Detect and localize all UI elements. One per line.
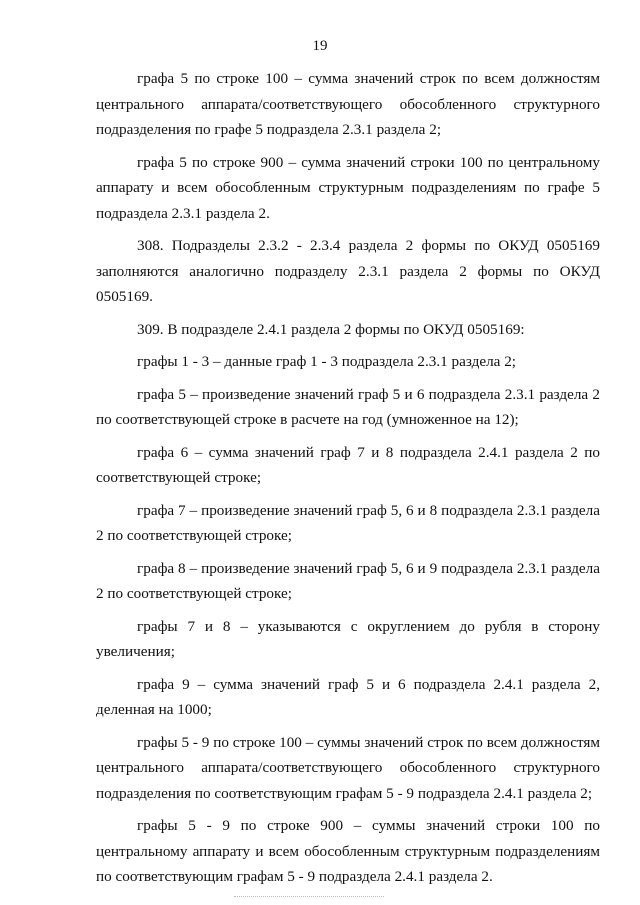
paragraph-grafa5-stroka100: графа 5 по строке 100 – сумма значений строк по всем должностям центрального аппарата/соответствующего обособленного структурного подразделения по графе 5 подраздела 2.3.1 раздела 2; [96,70,600,138]
scan-edge-mark [234,896,384,900]
paragraph-grafa7: графа 7 – произведение значений граф 5, 6 и 8 подраздела 2.3.1 раздела 2 по соответствующей строке; [96,501,600,544]
document-body [96,66,600,897]
paragraph-grafy5-9-stroka100: графы 5 - 9 по строке 100 – суммы значений строк по всем должностям центрального аппарата/соответствующего обособленного структурного подразделения по соответствующим графам 5 - 9 подраздела 2.4.1 раздела 2; [96,733,600,802]
paragraph-grafy1-3: графы 1 - 3 – данные граф 1 - 3 подраздела 2.3.1 раздела 2; [137,353,517,370]
paragraph-grafa8: графа 8 – произведение значений граф 5, 6 и 9 подраздела 2.3.1 раздела 2 по соответствующей строке; [96,559,600,602]
paragraph-grafy5-9-stroka900: графы 5 - 9 по строке 900 – суммы значений строки 100 по центральному аппарату и всем обособленным структурным подразделениям по соответствующим графам 5 - 9 подраздела 2.4.1 раздела 2. [96,817,600,885]
paragraph-308: 308. Подразделы 2.3.2 - 2.3.4 раздела 2 формы по ОКУД 0505169 заполняются аналогично подразделу 2.3.1 раздела 2 формы по ОКУД 0505169. [96,237,600,305]
paragraph-grafa9: графа 9 – сумма значений граф 5 и 6 подраздела 2.4.1 раздела 2, деленная на 1000; [96,675,600,718]
page-number: 19 [312,38,328,54]
paragraph-grafa5-stroka900: графа 5 по строке 900 – сумма значений строки 100 по центральному аппарату и всем обособленным структурным подразделениям по графе 5 подраздела 2.3.1 раздела 2. [96,153,600,222]
paragraph-grafa5: графа 5 – произведение значений граф 5 и 6 подраздела 2.3.1 раздела 2 по соответствующей строке в расчете на год (умноженное на 12); [96,385,600,428]
paragraph-grafa6: графа 6 – сумма значений граф 7 и 8 подраздела 2.4.1 раздела 2 по соответствующей строке; [96,443,600,486]
paragraph-grafy7-8: графы 7 и 8 – указываются с округлением до рубля в сторону увеличения; [96,617,600,660]
paragraph-309: 309. В подразделе 2.4.1 раздела 2 формы по ОКУД 0505169: [137,320,525,338]
